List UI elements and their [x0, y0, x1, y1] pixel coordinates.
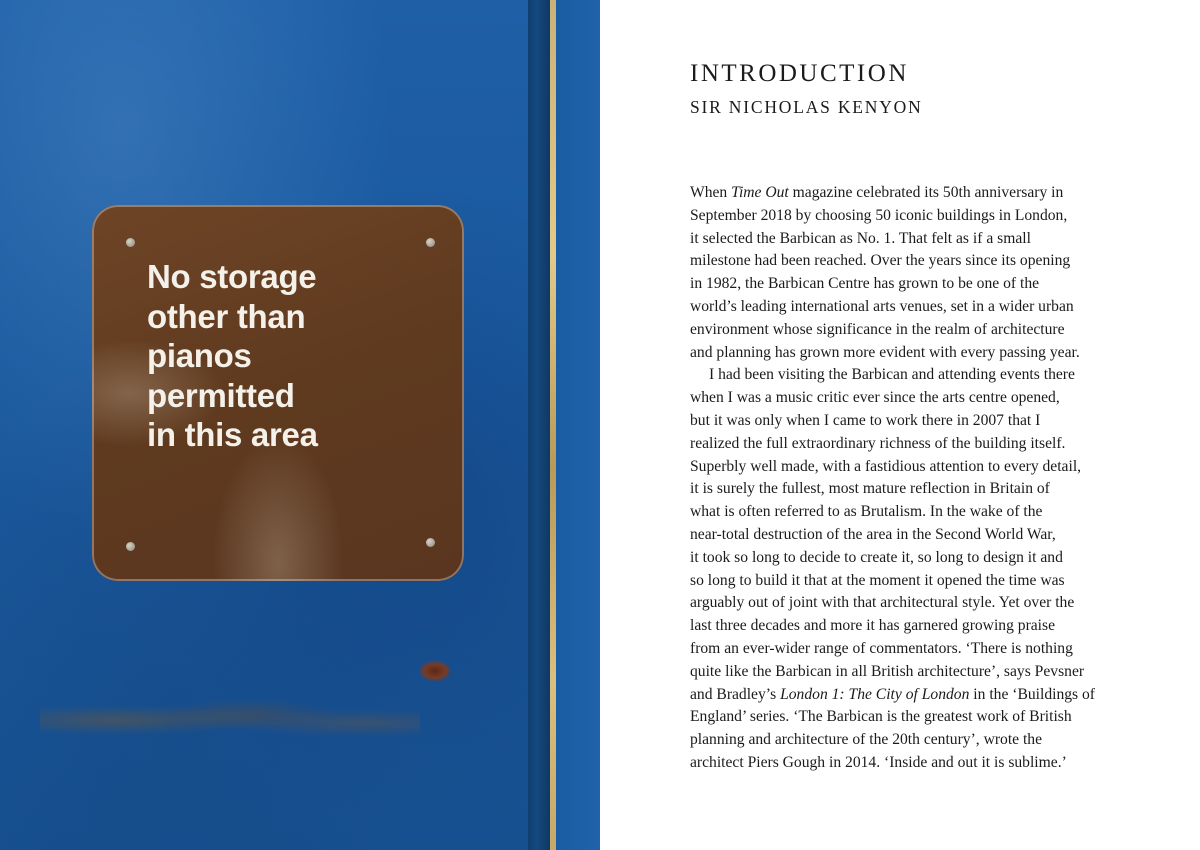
text-line: When Time Out magazine celebrated its 50th anniversary in [690, 184, 1064, 201]
door-right-panel [556, 0, 600, 850]
sign-line: other than [147, 297, 306, 335]
text-line: September 2018 by choosing 50 iconic buildings in London, [690, 206, 1068, 224]
text-line: planning and architecture of the 20th century’, wrote the [690, 731, 1043, 749]
text-line: in 1982, the Barbican Centre has grown to be one of the [690, 275, 1040, 293]
door-gap [528, 0, 550, 850]
text-line: from an ever-wider range of commentators. ‘There is nothing [690, 639, 1073, 657]
text-line: near-total destruction of the area in the Second World War, [690, 525, 1056, 543]
chapter-title: INTRODUCTION [690, 60, 909, 87]
text-line: I had been visiting the Barbican and attending events there [709, 366, 1075, 384]
text-line: it selected the Barbican as No. 1. That felt as if a small [690, 229, 1031, 247]
text-line: it took so long to decide to create it, so long to design it and [690, 548, 1063, 566]
screw-icon [126, 238, 135, 247]
text-line: arguably out of joint with that architectural style. Yet over the [690, 594, 1075, 612]
body-text [690, 182, 1130, 775]
text-line: but it was only when I came to work there in 2007 that I [690, 411, 1041, 429]
text-line: so long to build it that at the moment it opened the time was [690, 571, 1065, 589]
door-scuff-marks [40, 690, 420, 750]
sign-line: No storage [147, 258, 317, 295]
italic-title: London 1: The City of London [780, 685, 970, 703]
text-line: it is surely the fullest, most mature reflection in Britain of [690, 480, 1050, 498]
text-line: milestone had been reached. Over the years since its opening [690, 252, 1071, 270]
text-line: Superbly well made, with a fastidious attention to every detail, [690, 457, 1082, 475]
paint-chip [418, 660, 452, 682]
screw-icon [426, 238, 435, 247]
chapter-author: SIR NICHOLAS KENYON [690, 97, 923, 117]
text-line: and planning has grown more evident with every passing year. [690, 343, 1080, 361]
screw-icon [426, 538, 435, 547]
screw-icon [126, 542, 135, 551]
text-line: world’s leading international arts venues, set in a wider urban [690, 297, 1074, 315]
text-line: last three decades and more it has garnered growing praise [690, 617, 1056, 635]
text-line: when I was a music critic ever since the arts centre opened, [690, 389, 1060, 407]
sign-line: pianos [147, 337, 252, 374]
text-line: architect Piers Gough in 2014. ‘Inside and out it is sublime.’ [690, 753, 1067, 771]
text-page [600, 0, 1200, 850]
text-line: England’ series. ‘The Barbican is the greatest work of British [690, 708, 1072, 726]
sign-line: permitted [147, 376, 295, 414]
sign-line: in this area [147, 416, 318, 453]
no-storage-sign [92, 205, 464, 581]
paragraph-2 [690, 364, 1130, 774]
sign-text [147, 257, 447, 455]
italic-title: Time Out [731, 184, 789, 201]
text-line: what is often referred to as Brutalism. In the wake of the [690, 503, 1043, 521]
text-line: quite like the Barbican in all British architecture’, says Pevsner [690, 662, 1085, 680]
text-line: and Bradley’s London 1: The City of London in the ‘Buildings of [690, 685, 1096, 703]
paragraph-1 [690, 182, 1130, 364]
text-line: realized the full extraordinary richness of the building itself. [690, 434, 1066, 452]
text-line: environment whose significance in the realm of architecture [690, 320, 1065, 338]
